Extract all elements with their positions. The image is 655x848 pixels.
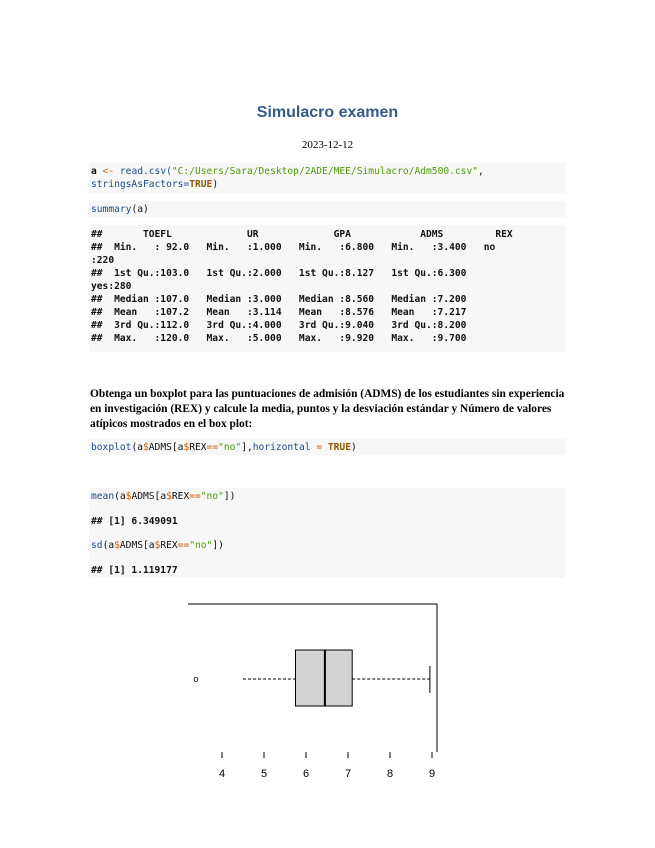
x-tick-label: 5: [260, 768, 268, 780]
summary-line: ## 3rd Qu.:112.0 3rd Qu.:4.000 3rd Qu.:9.040 3rd Qu.:8.200: [91, 320, 467, 331]
document-title: Simulacro examen: [256, 104, 399, 121]
outlier-point: o: [193, 674, 199, 684]
summary-line: ## 1st Qu.:103.0 1st Qu.:2.000 1st Qu.:8.127 1st Qu.:6.300: [91, 268, 467, 279]
sd-result: ## [1] 1.119177: [91, 565, 178, 576]
summary-line: ## Min. : 92.0 Min. :1.000 Min. :6.800 Min. :3.400 no: [91, 242, 496, 253]
x-tick-label: 7: [344, 768, 352, 780]
code-sd: sd(a$ADMS[a$REX=="no"]): [91, 540, 224, 551]
x-axis-ticks: [219, 752, 435, 780]
document-date: 2023-12-12: [301, 139, 354, 151]
summary-line: ## Median :107.0 Median :3.000 Median :8.560 Median :7.200: [91, 294, 467, 305]
x-tick-label: 6: [302, 768, 310, 780]
code-block-summary: [89, 201, 565, 217]
code-mean: mean(a$ADMS[a$REX=="no"]): [91, 491, 236, 502]
mean-result: ## [1] 6.349091: [91, 516, 178, 527]
code-read-csv-line1: a <- read.csv("C:/Users/Sara/Desktop/2ADE/MEE/Simulacro/Adm500.csv",: [91, 166, 484, 177]
code-read-csv-line2: stringsAsFactors=TRUE): [91, 179, 219, 190]
question-paragraph: Obtenga un boxplot para las puntuaciones de admisión (ADMS) de los estudiantes sin experiencia en investigación (REX) y calcule la media, puntos y la desviación estándar y Número de valores atípicos mostrados en el box plot:: [90, 388, 565, 430]
box-q1-q3: [296, 650, 353, 706]
boxplot-chart: [0, 600, 655, 840]
x-tick-label: 4: [218, 768, 226, 780]
code-summary: summary(a): [91, 204, 149, 215]
summary-line: yes:280: [91, 281, 132, 292]
summary-line: ## Max. :120.0 Max. :5.000 Max. :9.920 Max. :9.700: [91, 333, 467, 344]
summary-line: :220: [91, 255, 115, 266]
x-tick-label: 8: [386, 768, 394, 780]
summary-line: ## TOEFL UR GPA ADMS REX: [91, 229, 513, 240]
summary-line: ## Mean :107.2 Mean :3.114 Mean :8.576 Mean :7.217: [91, 307, 467, 318]
summary-output: [91, 228, 513, 345]
x-tick-label: 9: [428, 768, 436, 780]
code-boxplot: boxplot(a$ADMS[a$REX=="no"],horizontal = TRUE): [91, 442, 357, 453]
